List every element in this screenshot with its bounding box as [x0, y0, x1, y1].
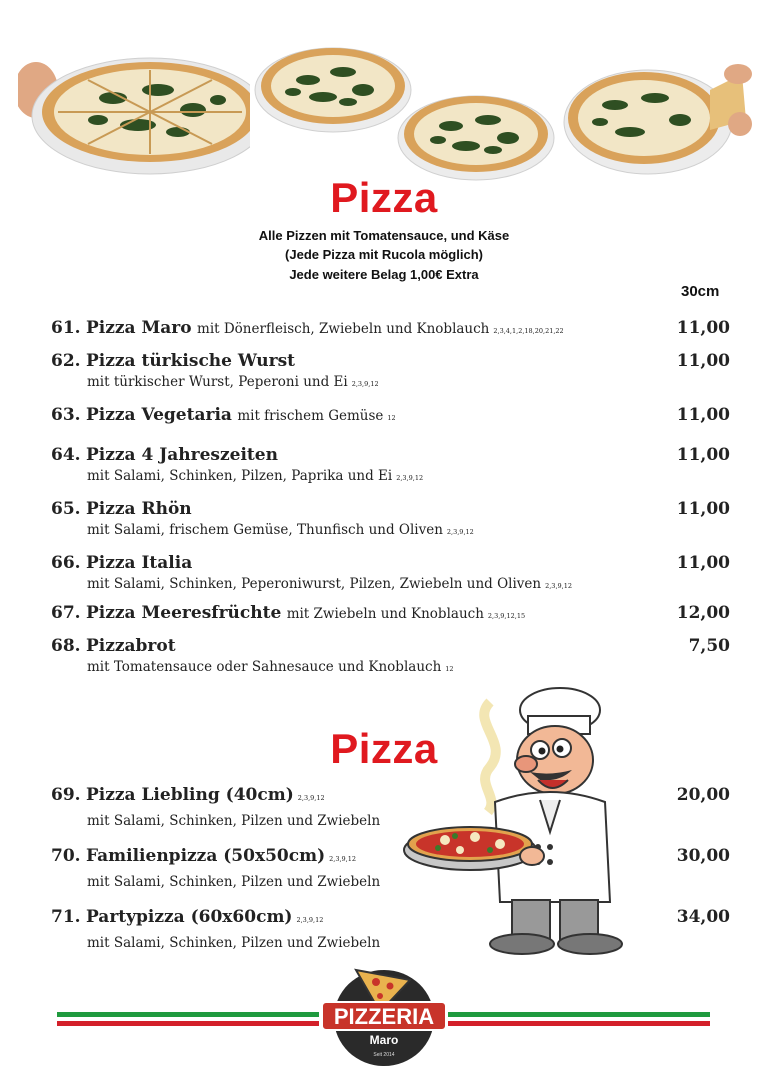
item-number: 71.: [51, 907, 81, 927]
allergen-codes: 2,3,9,12: [297, 794, 325, 802]
pizza-photo-4: [560, 60, 752, 178]
pizza-photo-1: [18, 50, 250, 175]
item-price: 11,00: [676, 351, 730, 371]
item-number: 66.: [51, 553, 81, 573]
menu-item-65: [51, 499, 731, 538]
menu-item-61: [51, 318, 731, 338]
allergen-codes: 2,3,9,12: [545, 582, 572, 590]
pizzeria-logo: [318, 958, 450, 1070]
pizza-photo-2: [253, 42, 413, 134]
menu-item-66: [51, 553, 731, 592]
item-inline-desc: mit Dönerfleisch, Zwiebeln und Knoblauch: [197, 321, 490, 337]
item-inline-desc: mit frischem Gemüse: [237, 408, 384, 424]
size-header: 30cm: [681, 283, 720, 300]
pizza-photo-3: [396, 90, 556, 182]
section1-note-1: Alle Pizzen mit Tomatensauce, und Käse: [258, 228, 510, 243]
item-desc: mit Salami, Schinken, Pilzen und Zwiebeln: [87, 874, 381, 890]
item-price: 7,50: [688, 636, 730, 656]
item-desc: mit Salami, frischem Gemüse, Thunfisch und Oliven: [87, 522, 443, 538]
item-price: 12,00: [676, 603, 730, 623]
item-desc: mit Salami, Schinken, Pilzen und Zwiebeln: [87, 813, 381, 829]
section1-note-3: Jede weitere Belag 1,00€ Extra: [289, 267, 479, 282]
item-desc: mit türkischer Wurst, Peperoni und Ei: [87, 374, 348, 390]
item-number: 65.: [51, 499, 81, 519]
item-price: 30,00: [676, 846, 730, 866]
item-number: 63.: [51, 405, 81, 425]
item-name: Pizza Maro: [85, 318, 192, 338]
item-name: Pizza Rhön: [85, 499, 192, 519]
item-name: Pizzabrot: [85, 636, 176, 656]
stripe-red-left: [57, 1021, 319, 1026]
allergen-codes: 2,3,9,12: [296, 916, 324, 924]
allergen-codes: 2,3,9,12,15: [487, 612, 526, 620]
menu-item-71: [51, 907, 731, 951]
item-name: Pizza türkische Wurst: [85, 351, 296, 371]
allergen-codes: 2,3,9,12: [351, 380, 379, 388]
allergen-codes: 2,3,9,12: [396, 474, 424, 482]
allergen-codes: 12: [387, 414, 396, 422]
logo-word: PIZZERIA: [333, 1004, 435, 1029]
item-price: 11,00: [676, 318, 730, 338]
allergen-codes: 2,3,9,12: [446, 528, 474, 536]
item-desc: mit Salami, Schinken, Pilzen und Zwiebeln: [87, 935, 381, 951]
item-number: 67.: [51, 603, 81, 623]
item-desc: mit Tomatensauce oder Sahnesauce und Knoblauch: [87, 659, 442, 675]
item-price: 11,00: [676, 405, 730, 425]
item-number: 69.: [51, 785, 81, 805]
section1-note-2: (Jede Pizza mit Rucola möglich): [285, 247, 483, 262]
item-number: 64.: [51, 445, 81, 465]
item-price: 11,00: [676, 445, 730, 465]
menu-item-70: [51, 846, 731, 890]
stripe-red-right: [448, 1021, 710, 1026]
item-price: 34,00: [676, 907, 730, 927]
allergen-codes: 2,3,9,12: [329, 855, 357, 863]
item-name: Pizza Meeresfrüchte: [85, 603, 282, 623]
item-price: 11,00: [676, 553, 730, 573]
item-inline-desc: mit Zwiebeln und Knoblauch: [286, 606, 484, 622]
menu-item-67: [51, 603, 731, 623]
item-number: 62.: [51, 351, 81, 371]
item-number: 68.: [51, 636, 81, 656]
item-name: Pizza Vegetaria: [85, 405, 232, 425]
item-number: 70.: [51, 846, 81, 866]
section1-title: Pizza: [330, 174, 438, 221]
allergen-codes: 12: [445, 665, 454, 673]
item-desc: mit Salami, Schinken, Peperoniwurst, Pilzen, Zwiebeln und Oliven: [87, 576, 542, 592]
item-name: Pizza Italia: [85, 553, 193, 573]
menu-item-69: [51, 785, 731, 829]
section2-title: Pizza: [330, 725, 438, 772]
item-price: 11,00: [676, 499, 730, 519]
menu-item-64: [51, 445, 731, 484]
logo-est: Seit 2014: [373, 1052, 395, 1058]
item-name: Pizza Liebling (40cm): [85, 785, 294, 805]
menu-item-68: [51, 636, 731, 675]
item-name: Pizza 4 Jahreszeiten: [85, 445, 278, 465]
logo-name: Maro: [369, 1033, 399, 1047]
item-name: Familienpizza (50x50cm): [85, 846, 326, 866]
item-price: 20,00: [676, 785, 730, 805]
item-desc: mit Salami, Schinken, Pilzen, Paprika und Ei: [87, 468, 393, 484]
menu-item-63: [51, 405, 731, 425]
item-name: Partypizza (60x60cm): [85, 907, 293, 927]
menu-item-62: [51, 351, 731, 390]
item-number: 61.: [51, 318, 81, 338]
allergen-codes: 2,3,4,1,2,18,20,21,22: [493, 327, 564, 335]
